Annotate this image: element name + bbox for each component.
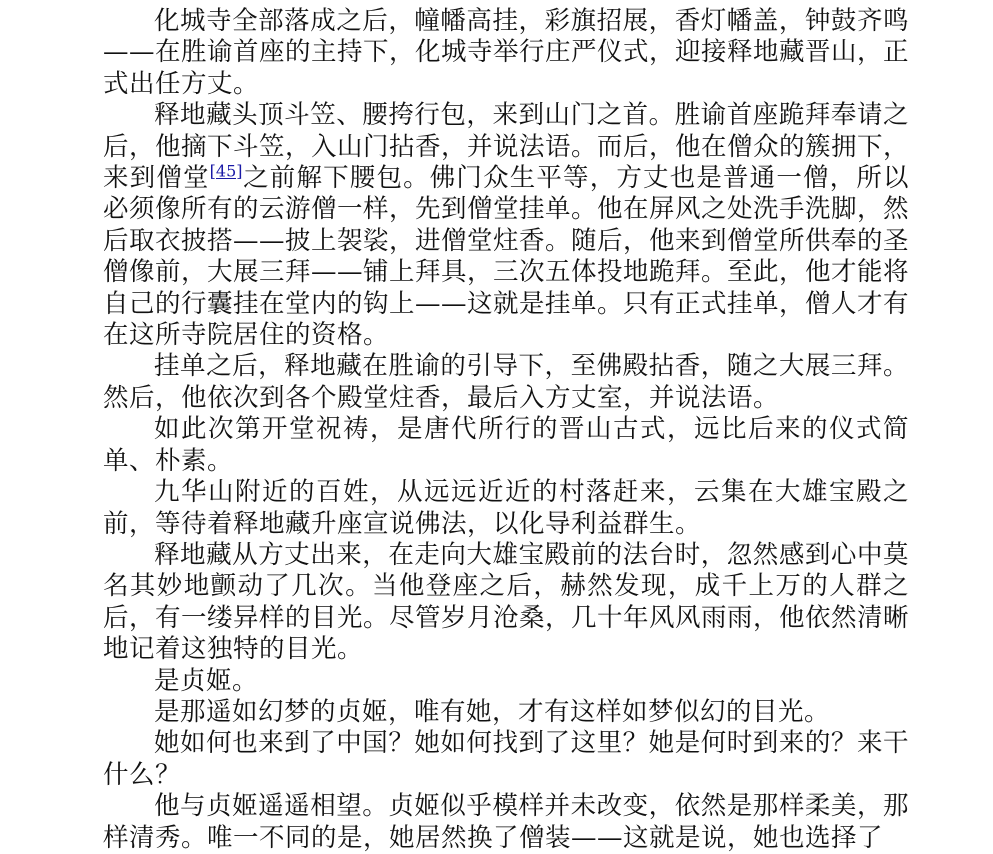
paragraph-6 [103,540,909,666]
paragraph-text: 他与贞姬遥遥相望。贞姬似乎模样并未改变，依然是那样柔美，那样清秀。唯一不同的是，她居然换了僧装——这就是说，她也选择了 [103,791,909,853]
paragraph-text: 她如何也来到了中国？她如何找到了这里？她是何时到来的？来干什么？ [103,728,909,790]
paragraph-text: 挂单之后，释地藏在胜谕的引导下，至佛殿拈香，随之大展三拜。然后，他依次到各个殿堂炷香，最后入方丈室，并说法语。 [103,351,909,413]
paragraph-5 [103,477,909,540]
paragraph-10 [103,791,909,854]
paragraph-3 [103,351,909,414]
paragraph-text: 九华山附近的百姓，从远远近近的村落赶来，云集在大雄宝殿之前，等待着释地藏升座宣说佛法，以化导利益群生。 [103,477,909,539]
paragraph-text: 释地藏从方丈出来，在走向大雄宝殿前的法台时，忽然感到心中莫名其妙地颤动了几次。当他登座之后，赫然发现，成千上万的人群之后，有一缕异样的目光。尽管岁月沧桑，几十年风风雨雨，他依然清晰地记着这独特的目光。 [103,539,910,665]
paragraph-9 [103,728,909,791]
paragraph-text: 是那遥如幻梦的贞姬，唯有她，才有这样如梦似幻的目光。 [154,696,831,727]
paragraph-text: 化城寺全部落成之后，幢幡高挂，彩旗招展，香灯幡盖，钟鼓齐鸣——在胜谕首座的主持下，化城寺举行庄严仪式，迎接释地藏晋山，正式出任方丈。 [103,6,910,99]
paragraph-7 [103,666,909,697]
paragraph-8 [103,697,909,728]
paragraph-text: 之前解下腰包。佛门众生平等，方丈也是普通一僧，所以必须像所有的云游僧一样，先到僧堂挂单。他在屏风之处洗手洗脚，然后取衣披搭——披上袈裟，进僧堂炷香。随后，他来到僧堂所供奉的圣僧像前，大展三拜——铺上拜具，三次五体投地跪拜。至此，他才能将自己的行囊挂在堂内的钩上——这就是挂单。只有正式挂单，僧人才有在这所寺院居住的资格。 [103,163,910,351]
footnote-link[interactable]: [45] [209,161,243,181]
paragraph-4 [103,414,909,477]
paragraph-2 [103,100,909,351]
paragraph-1 [103,6,909,100]
paragraph-text: 是贞姬。 [154,665,259,696]
paragraph-text: 释地藏头顶斗笠、腰挎行包，来到山门之首。胜谕首座跪拜奉请之后，他摘下斗笠，入山门拈香，并说法语。而后，他在僧众的簇拥下，来到僧堂 [103,100,910,194]
paragraph-text: 如此次第开堂祝祷，是唐代所行的晋山古式，远比后来的仪式简单、朴素。 [103,414,909,476]
